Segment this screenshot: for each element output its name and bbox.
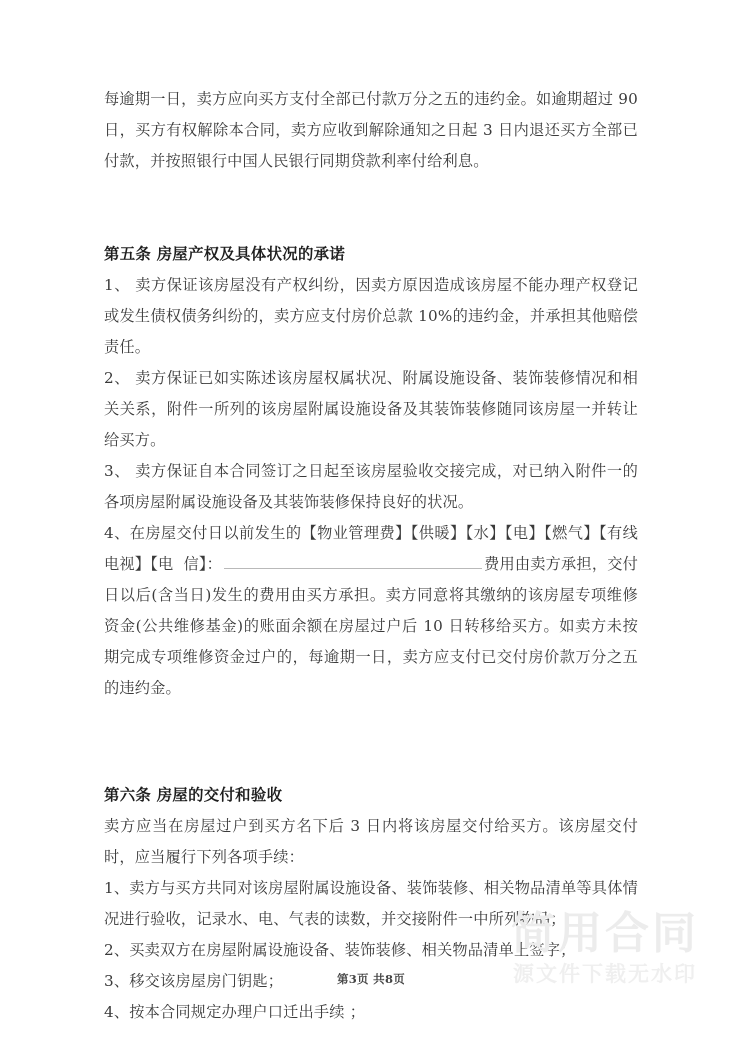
- item-four-text-before-blank: 4、在房屋交付日以前发生的【物业管理费】【供暖】【水】【电】【燃气】【有线电视】【电 信】：: [104, 524, 638, 573]
- intro-paragraph: 每逾期一日，卖方应向买方支付全部已付款万分之五的违约金。如逾期超过 90 日，买方有权解除本合同，卖方应收到解除通知之日起 3 日内退还买方全部已付款，并按照银行中国人民银行同期贷款利率付给利息。: [104, 90, 644, 170]
- section-six-item-2: 2、买卖双方在房屋附属设施设备、装饰装修、相关物品清单上签字；: [104, 941, 576, 959]
- spacer: [104, 704, 638, 780]
- section-six-item-3: 3、移交该房屋房门钥匙；: [104, 972, 284, 990]
- section-six-item-4: 4、按本合同规定办理户口迁出手续 ；: [104, 1003, 366, 1021]
- section-six-lead-paragraph: 卖方应当在房屋过户到买方名下后 3 日内将该房屋交付给买方。该房屋交付时，应当履行下列各项手续：: [104, 817, 638, 866]
- fee-blank-fill-line[interactable]: [224, 553, 482, 569]
- section-six-heading: 第六条 房屋的交付和验收: [104, 786, 283, 804]
- section-five-heading: 第五条 房屋产权及具体状况的承诺: [104, 245, 346, 263]
- document-content: [104, 84, 644, 1028]
- section-six-item-1: 1、卖方与买方共同对该房屋附属设施设备、装饰装修、相关物品清单等具体情况进行验收，记录水、电、气表的读数，并交接附件一中所列物品；: [104, 879, 638, 928]
- section-five-item-1: 1、 卖方保证该房屋没有产权纠纷，因卖方原因造成该房屋不能办理产权登记或发生债权债务纠纷的，卖方应支付房价总款 10%的违约金，并承担其他赔偿责任。: [104, 276, 638, 356]
- section-five-item-4: [104, 518, 638, 704]
- item-four-text-after-blank: 费用由卖方承担，交付日以后(含当日)发生的费用由买方承担。卖方同意将其缴纳的该房屋专项维修资金(公共维修基金)的账面余额在房屋过户后 10 日转移给买方。如卖方未按期完成专项维修资金过户的，每逾期一日，卖方应支付已交付房价款万分之五的违约金。: [104, 555, 638, 697]
- spacer: [104, 177, 638, 239]
- watermark-tagline: 源文件下载无水印: [513, 962, 697, 986]
- page-footer: 第3页 共8页: [336, 972, 406, 986]
- section-five-item-3: 3、 卖方保证自本合同签订之日起至该房屋验收交接完成，对已纳入附件一的各项房屋附属设施设备及其装饰装修保持良好的状况。: [104, 462, 638, 511]
- watermark-brand: 简用合同: [511, 908, 699, 959]
- section-five-item-2: 2、 卖方保证已如实陈述该房屋权属状况、附属设施设备、装饰装修情况和相关关系，附件一所列的该房屋附属设施设备及其装饰装修随同该房屋一并转让给买方。: [104, 369, 638, 449]
